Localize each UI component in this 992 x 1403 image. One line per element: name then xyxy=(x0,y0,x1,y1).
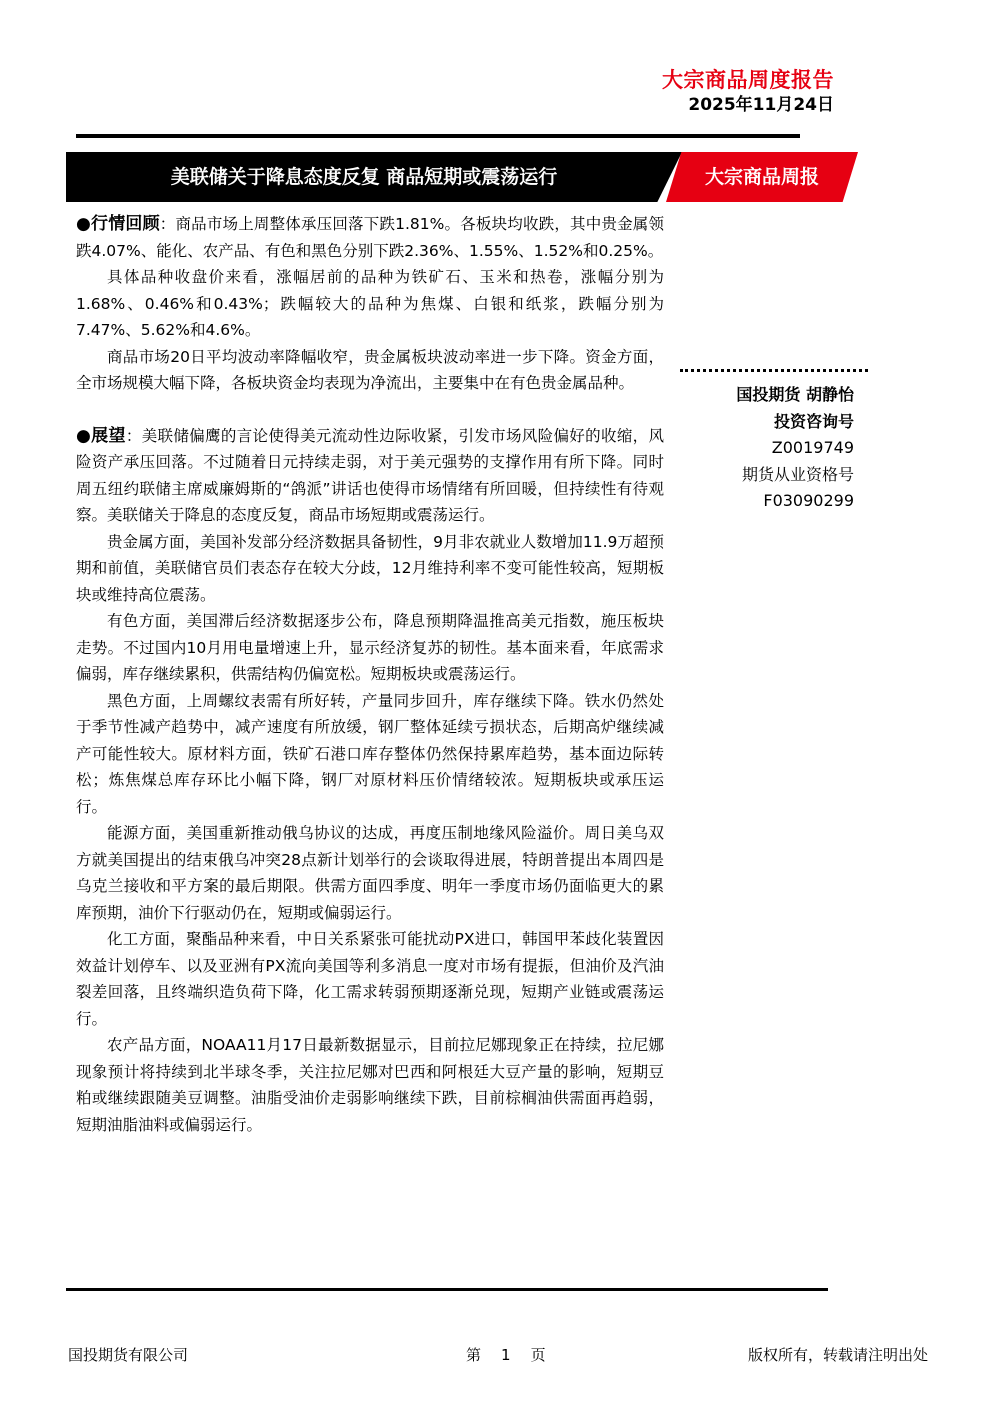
page-number-label xyxy=(456,1344,556,1365)
outlook-label: ●展望 xyxy=(76,425,126,446)
chemical-paragraph: 化工方面，聚酯品种来看，中日关系紧张可能扰动PX进口，韩国甲苯歧化装置因效益计划停车、以及亚洲有PX流向美国等利多消息一度对市场有提振，但油价及汽油裂差回落，且终端织造负荷下降，化工需求转弱预期逐渐兑现，短期产业链或震荡运行。 xyxy=(76,930,664,1028)
headline: 美联储关于降息态度反复 商品短期或震荡运行 xyxy=(170,166,558,188)
license-label: 期货从业资格号 xyxy=(741,464,854,484)
footer-company: 国投期货有限公司 xyxy=(68,1346,189,1364)
review-text: ：商品市场上周整体承压回落下跌1.81%。各板块均收跌，其中贵金属领跌4.07%、能化、农产品、有色和黑色分别下跌2.36%、1.55%、1.52%和0.25%。 xyxy=(76,215,664,260)
review-price-paragraph: 具体品种收盘价来看，涨幅居前的品种为铁矿石、玉米和热卷，涨幅分别为1.68%、0.46%和0.43%；跌幅较大的品种为焦煤、白银和纸浆，跌幅分别为7.47%、5.62%和4.6%。 xyxy=(76,268,664,339)
report-body xyxy=(76,211,664,1138)
consult-label: 投资咨询号 xyxy=(773,411,854,431)
page-number: 1 xyxy=(501,1346,511,1364)
page-suffix: 页 xyxy=(530,1346,546,1364)
agriculture-paragraph: 农产品方面，NOAA11月17日最新数据显示，目前拉尼娜现象正在持续，拉尼娜现象预计将持续到北半球冬季，关注拉尼娜对巴西和阿根廷大豆产量的影响，短期豆粕或继续跟随美豆调整。油脂受油价走弱影响继续下跌，目前棕榈油供需面再趋弱，短期油脂油料或偏弱运行。 xyxy=(76,1036,664,1134)
author-org-name: 国投期货 胡静怡 xyxy=(736,385,854,404)
nonferrous-paragraph: 有色方面，美国滞后经济数据逐步公布，降息预期降温推高美元指数，施压板块走势。不过国内10月用电量增速上升，显示经济复苏的韧性。基本面来看，年底需求偏弱，库存继续累积，供需结构仍偏宽松。短期板块或震荡运行。 xyxy=(76,612,664,683)
page-prefix: 第 xyxy=(466,1346,482,1364)
footer-copyright: 版权所有，转载请注明出处 xyxy=(747,1346,928,1364)
license-id: F03090299 xyxy=(763,491,854,510)
category-tag: 大宗商品周报 xyxy=(704,166,819,188)
author-divider xyxy=(680,369,868,372)
outlook-text: ：美联储偏鹰的言论使得美元流动性边际收紧，引发市场风险偏好的收缩，风险资产承压回落。不过随着日元持续走弱，对于美元强势的支撑作用有所下降。同时周五纽约联储主席威廉姆斯的“鸽派”讲话也使得市场情绪有所回暖，但持续性有待观察。美联储关于降息的态度反复，商品市场短期或震荡运行。 xyxy=(76,426,664,524)
bottom-divider xyxy=(66,1288,828,1291)
review-paragraph xyxy=(76,211,664,264)
precious-metals-paragraph: 贵金属方面，美国补发部分经济数据具备韧性，9月非农就业人数增加11.9万超预期和前值，美联储官员们表态存在较大分歧，12月维持利率不变可能性较高，短期板块或维持高位震荡。 xyxy=(76,532,664,604)
author-block xyxy=(736,382,854,515)
energy-paragraph: 能源方面，美国重新推动俄乌协议的达成，再度压制地缘风险溢价。周日美乌双方就美国提出的结束俄乌冲突28点新计划举行的会谈取得进展，特朗普提出本周四是乌克兰接收和平方案的最后期限。供需方面四季度、明年一季度市场仍面临更大的累库预期，油价下行驱动仍在，短期或偏弱运行。 xyxy=(76,824,664,922)
ferrous-paragraph: 黑色方面，上周螺纹表需有所好转，产量同步回升，库存继续下降。铁水仍然处于季节性减产趋势中，减产速度有所放缓，钢厂整体延续亏损状态，后期高炉继续减产可能性较大。原材料方面，铁矿石港口库存整体仍然保持累库趋势，基本面边际转松；炼焦煤总库存环比小幅下降，钢厂对原材料压价情绪较浓。短期板块或承压运行。 xyxy=(76,691,664,816)
review-volatility-paragraph: 商品市场20日平均波动率降幅收窄，贵金属板块波动率进一步下降。资金方面，全市场规模大幅下降，各板块资金均表现为净流出，主要集中在有色贵金属品种。 xyxy=(76,347,664,392)
report-date: 2025年11月24日 xyxy=(688,95,834,115)
review-label: ●行情回顾 xyxy=(76,214,160,234)
top-divider xyxy=(76,134,800,138)
outlook-paragraph xyxy=(76,423,664,529)
consult-id: Z0019749 xyxy=(771,438,854,457)
report-title: 大宗商品周度报告 xyxy=(662,68,834,92)
